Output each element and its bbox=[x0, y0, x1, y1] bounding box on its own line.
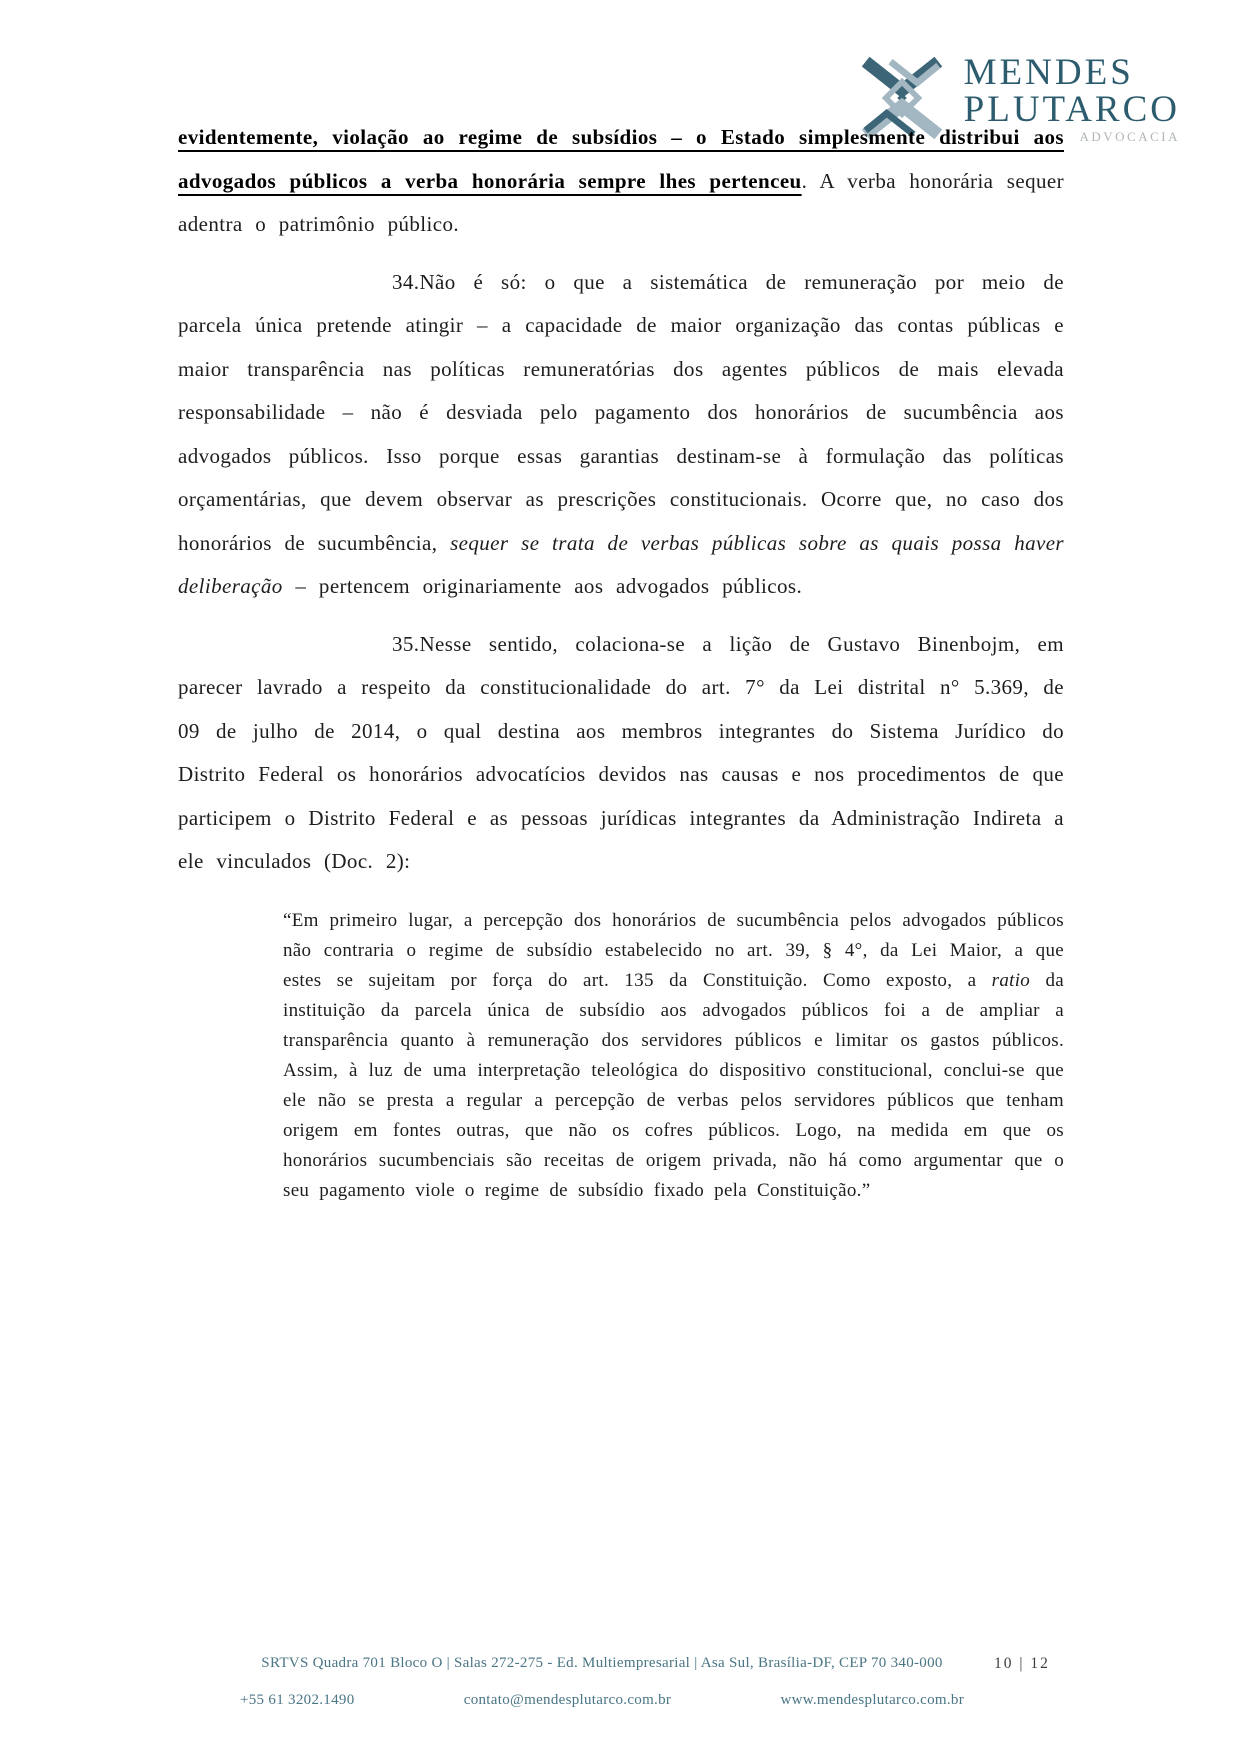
doctrine-blockquote bbox=[283, 906, 1064, 1206]
document-body bbox=[178, 116, 1064, 1206]
logo-name-line2: PLUTARCO bbox=[963, 89, 1180, 130]
page-number: 10 | 12 bbox=[994, 1655, 1050, 1672]
paragraph-34-text-end: – pertencem originariamente aos advogados públicos. bbox=[282, 574, 803, 598]
paragraph-35 bbox=[178, 623, 1064, 884]
blockquote-text-part2: da instituição da parcela única de subsídio aos advogados públicos foi a de ampliar a transparência quanto à remuneração dos servidores públicos e limitar os gastos públicos. Assim, à luz de uma interpretação teleológica do dispositivo constitucional, conclui-se que ele não se presta a regular a percepção de verbas pelos servidores públicos que tenham origem em fontes outras, que não os cofres públicos. Logo, na medida em que os honorários sucumbenciais são receitas de origem privada, não há como argumentar que o seu pagamento viole o regime de subsídio fixado pela Constituição.” bbox=[283, 969, 1064, 1201]
footer-email: contato@mendesplutarco.com.br bbox=[463, 1692, 672, 1708]
logo-tagline: ADVOCACIA bbox=[1079, 129, 1180, 144]
paragraph-35-number: 35. bbox=[392, 631, 420, 656]
logo-name-line1: MENDES bbox=[963, 52, 1134, 93]
paragraph-35-text: Nesse sentido, colaciona-se a lição de Gustavo Binenbojm, em parecer lavrado a respeito da constitucionalidade do art. 7° da Lei distrital n° 5.369, de 09 de julho de 2014, o qual destina aos membros integrantes do Sistema Jurídico do Distrito Federal os honorários advocatícios devidos nas causas e nos procedimentos de que participem o Distrito Federal e as pessoas jurídicas integrantes da Administração Indireta a ele vinculados (Doc. 2): bbox=[178, 631, 1064, 873]
paragraph-34 bbox=[178, 261, 1064, 609]
footer-phone: +55 61 3202.1490 bbox=[240, 1692, 355, 1708]
footer-website: www.mendesplutarco.com.br bbox=[780, 1692, 964, 1708]
footer-contacts bbox=[240, 1692, 964, 1709]
footer-address: SRTVS Quadra 701 Bloco O | Salas 272-275 - Ed. Multiempresarial | Asa Sul, Brasília-DF, CEP 70 340-000 bbox=[261, 1655, 943, 1671]
opening-paragraph bbox=[178, 116, 1064, 247]
paragraph-34-italic-text: sequer se trata de verbas públicas sobre as quais possa haver deliberação bbox=[178, 530, 1065, 598]
paragraph-34-number: 34. bbox=[392, 269, 420, 294]
opening-rest-text: . A verba honorária sequer adentra o patrimônio público. bbox=[178, 168, 1065, 236]
opening-emphasis-text: evidentemente, violação ao regime de subsídios – o Estado simplesmente distribui aos advogados públicos a verba honorária sempre lhes pertenceu bbox=[178, 125, 1064, 193]
paragraph-34-text: Não é só: o que a sistemática de remuneração por meio de parcela única pretende atingir – a capacidade de maior organização das contas públicas e maior transparência nas políticas remuneratórias dos agentes públicos de mais elevada responsabilidade – não é desviada pelo pagamento dos honorários de sucumbência aos advogados públicos. Isso porque essas garantias destinam-se à formulação das políticas orçamentárias, que devem observar as prescrições constitucionais. Ocorre que, no caso dos honorários de sucumbência, bbox=[178, 269, 1064, 555]
blockquote-italic-ratio: ratio bbox=[991, 969, 1031, 991]
page-footer bbox=[240, 1655, 964, 1709]
blockquote-text-part1: “Em primeiro lugar, a percepção dos honorários de sucumbência pelos advogados públicos não contraria o regime de subsídio estabelecido no art. 39, § 4°, da Lei Maior, a que estes se sujeitam por força do art. 135 da Constituição. Como exposto, a bbox=[283, 909, 1064, 991]
